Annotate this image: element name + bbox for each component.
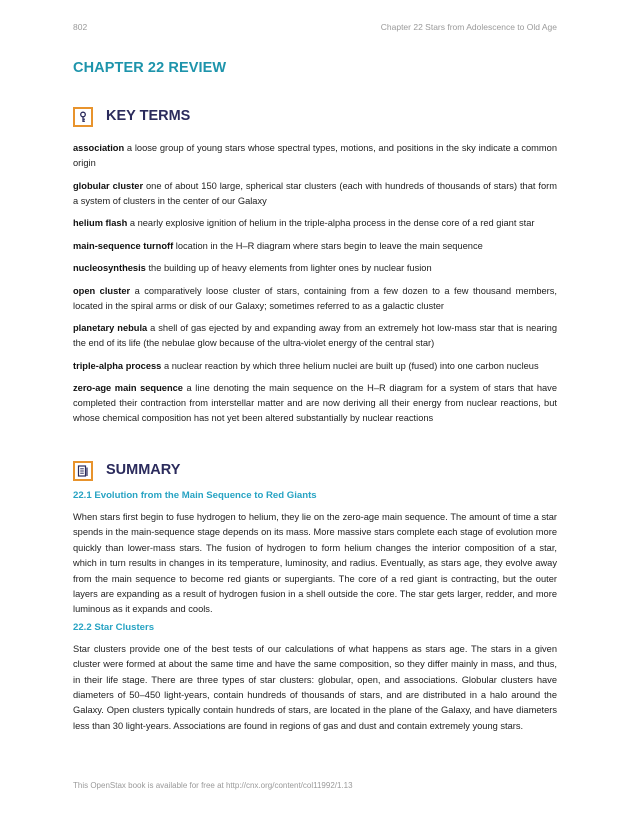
key-icon	[73, 107, 93, 127]
glossary-entry	[73, 359, 557, 374]
glossary-definition: a shell of gas ejected by and expanding away from an extremely hot low-mass star that is nearing the end of its life (the nebulae glow because of the ultra-violet energy of the central star)	[73, 323, 558, 348]
page-footer: This OpenStax book is available for free at http://cnx.org/content/col11992/1.13	[73, 781, 353, 790]
glossary-entry	[73, 321, 557, 351]
running-chapter-label: Chapter 22 Stars from Adolescence to Old Age	[380, 22, 557, 32]
glossary-entry	[73, 284, 557, 314]
document-icon	[73, 461, 93, 481]
glossary-term: globular cluster	[73, 180, 144, 191]
key-terms-list	[73, 141, 557, 434]
glossary-term: association	[73, 143, 125, 153]
summary-paragraph: Star clusters provide one of the best tests of our calculations of what happens as stars age. The stars in a given cluster were formed at about the same time and have the same composition, so they differ mainly in mass, and thus, in their life stage. There are three types of star clusters: globular, open, and associations. Globular clusters have diameters of 50–450 light-years, contain hundreds of thousands of stars, and are distributed in a halo around the Galaxy. Open clusters typically contain hundreds of stars, are located in the plane of the Galaxy, and have diameters less than 30 light-years. Associations are found in regions of gas and dust and contain extremely young stars.	[73, 643, 557, 731]
glossary-definition: location in the H–R diagram where stars begin to leave the main sequence	[173, 240, 483, 251]
glossary-term: nucleosynthesis	[73, 263, 146, 273]
glossary-term: main-sequence turnoff	[73, 240, 174, 251]
glossary-definition: a comparatively loose cluster of stars, containing from a few dozen to a few thousand members, located in the spiral arms or disk of our Galaxy; sometimes referred to as a galactic cluster	[73, 285, 557, 311]
page-number: 802	[73, 22, 88, 32]
glossary-entry	[73, 261, 557, 276]
glossary-entry	[73, 216, 557, 231]
glossary-definition: a nearly explosive ignition of helium in the triple-alpha process in the dense core of a red giant star	[127, 218, 535, 228]
glossary-entry	[73, 239, 557, 254]
summary-paragraph: When stars first begin to fuse hydrogen to helium, they lie on the zero-age main sequence. The amount of time a star spends in the main-sequence stage depends on its mass. More massive stars complete each stage of evolution more quickly than lower-mass stars. The fusion of hydrogen to form helium changes the interior composition of a star, which in turn results in changes in its temperature, luminosity, and radius. Eventually, as stars age, they evolve away from the main sequence to become red giants or supergiants. The core of a red giant is contracting, but the outer layers are expanding as a result of hydrogen fusion in a shell outside the core. The star gets larger, redder, and more luminous as it expands and cools.	[73, 512, 557, 615]
glossary-term: triple-alpha process	[73, 360, 162, 371]
summary-subheading: 22.2 Star Clusters	[73, 621, 155, 633]
summary-subheading: 22.1 Evolution from the Main Sequence to Red Giants	[73, 490, 317, 501]
glossary-definition: the building up of heavy elements from lighter ones by nuclear fusion	[145, 263, 432, 273]
glossary-term: zero-age main sequence	[73, 383, 183, 393]
glossary-term: helium flash	[73, 218, 128, 228]
summary-title: SUMMARY	[106, 462, 181, 478]
glossary-definition: a nuclear reaction by which three helium nuclei are built up (fused) into one carbon nucleus	[161, 360, 539, 371]
glossary-definition: a loose group of young stars whose spectral types, motions, and positions in the sky indicate a common origin	[73, 143, 557, 168]
glossary-entry	[73, 179, 557, 209]
chapter-title: CHAPTER 22 REVIEW	[73, 60, 227, 76]
glossary-definition: a line denoting the main sequence on the H–R diagram for a system of stars that have completed their contraction from interstellar matter and are now deriving all their energy from nuclear reactions, but whose chemical composition has not yet been altered substantially by nuclear reactions	[73, 383, 557, 423]
glossary-entry	[73, 141, 557, 171]
summary-body	[73, 490, 557, 738]
page-header	[73, 22, 557, 36]
glossary-term: open cluster	[73, 285, 131, 296]
glossary-term: planetary nebula	[73, 323, 148, 333]
glossary-entry	[73, 381, 557, 426]
key-terms-title: KEY TERMS	[106, 108, 191, 124]
glossary-definition: one of about 150 large, spherical star clusters (each with hundreds of thousands of stars) that form a system of clusters in the center of our Galaxy	[73, 180, 557, 206]
